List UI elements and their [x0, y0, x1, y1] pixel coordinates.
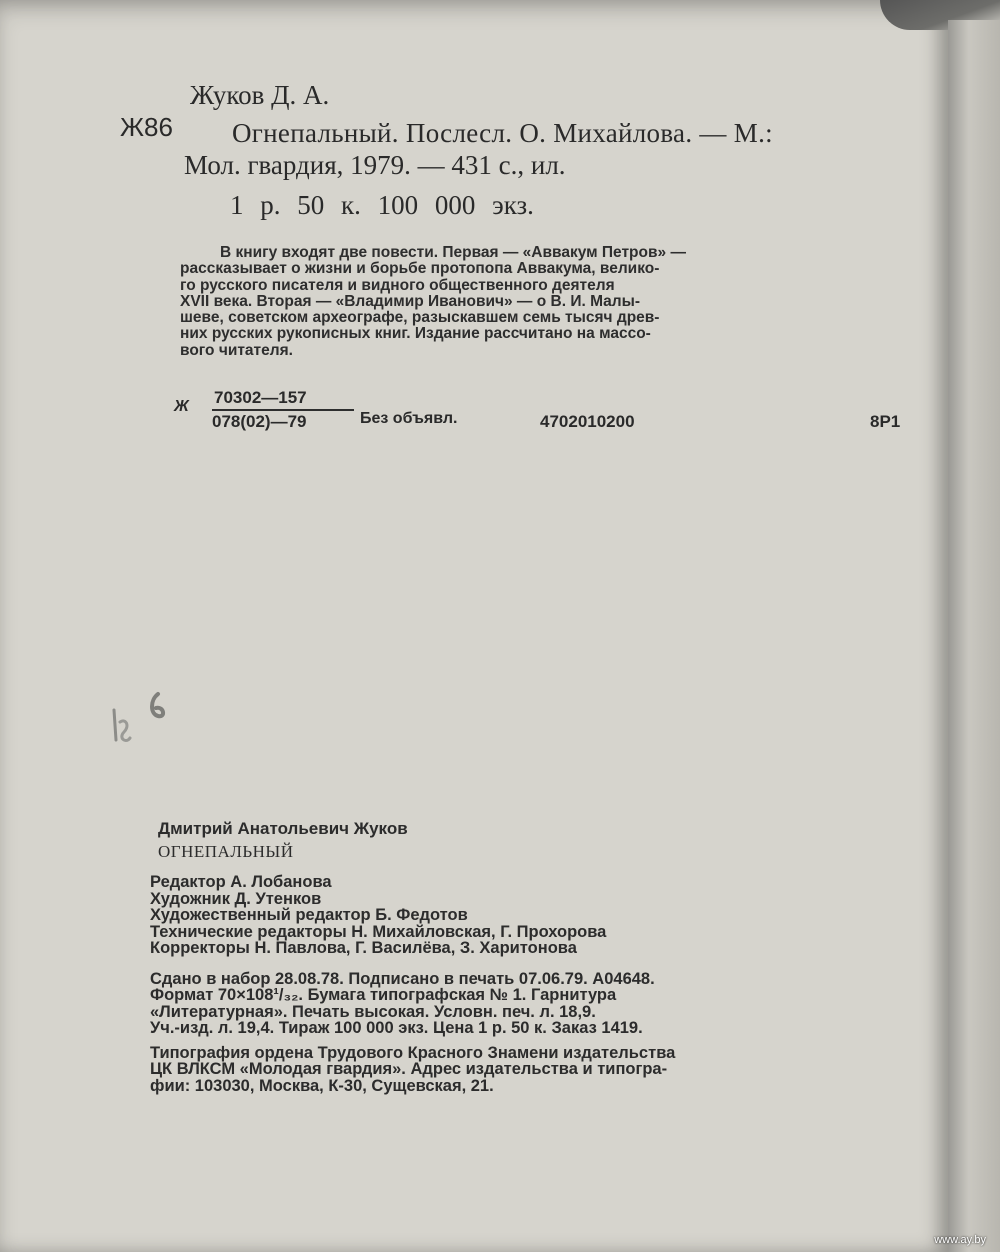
staff-line: Художник Д. Утенков: [150, 889, 322, 908]
printing-house-line: фии: 103030, Москва, К-30, Сущевская, 21.: [150, 1076, 494, 1095]
staff-line: Редактор А. Лобанова: [150, 873, 332, 891]
annotation-line: го русского писателя и видного общественного деятеля: [180, 276, 615, 294]
catalog-code: Ж86: [120, 112, 173, 142]
udk-code: 8Р1: [870, 412, 901, 431]
author-full-name: Дмитрий Анатольевич Жуков: [158, 819, 408, 838]
classification-denominator: 078(02)—79: [212, 412, 307, 431]
classification-numerator: 70302—157: [214, 388, 307, 407]
author-name: Жуков Д. А.: [190, 80, 330, 110]
annotation-line: них русских рукописных книг. Издание рассчитано на массо-: [180, 325, 651, 343]
printing-house: [150, 1045, 900, 1095]
printing-house-line: Типография ордена Трудового Красного Знамени издательства: [150, 1043, 676, 1062]
annotation-line: шеве, советском археографе, разыскавшем семь тысяч древ-: [180, 309, 660, 327]
staff-line: Корректоры Н. Павлова, Г. Василёва, З. Харитонова: [150, 939, 577, 957]
adjacent-page-edge: [948, 20, 1000, 1252]
annotation: [180, 245, 910, 359]
no-ads-note: Без объявл.: [360, 410, 458, 427]
imprint-block: [150, 820, 900, 1094]
bibliographic-line-2: Мол. гвардия, 1979. — 431 с., ил.: [184, 150, 566, 180]
production-line: Уч.-изд. л. 19,4. Тираж 100 000 экз. Цена 1 р. 50 к. Заказ 1419.: [150, 1019, 643, 1037]
staff-list: [150, 874, 900, 957]
fraction-line: [212, 409, 354, 411]
price-and-print-run: 1 р. 50 к. 100 000 экз.: [230, 190, 534, 220]
annotation-line: рассказывает о жизни и борьбе протопопа Аввакума, велико-: [180, 260, 660, 278]
production-details: [150, 971, 900, 1037]
bibliographic-line-1: Огнепальный. Послесл. О. Михайлова. — М.:: [232, 118, 773, 148]
production-line: «Литературная». Печать высокая. Условн. печ. л. 18,9.: [150, 1002, 596, 1021]
classification-code: 4702010200: [540, 412, 635, 431]
watermark: www.ay.by: [934, 1234, 986, 1246]
staff-line: Технические редакторы Н. Михайловская, Г. Прохорова: [150, 922, 607, 941]
book-title: ОГНЕПАЛЬНЫЙ: [158, 842, 294, 861]
production-line: Сдано в набор 28.08.78. Подписано в печать 07.06.79. А04648.: [150, 969, 655, 988]
annotation-line: вого читателя.: [180, 341, 293, 359]
printing-house-line: ЦК ВЛКСМ «Молодая гвардия». Адрес издательства и типогра-: [150, 1060, 668, 1078]
annotation-line: В книгу входят две повести. Первая — «Аввакум Петров» —: [220, 244, 686, 261]
annotation-line: XVII века. Вторая — «Владимир Иванович» — о В. И. Малы-: [180, 292, 641, 310]
pencil-mark: [100, 688, 180, 758]
staff-line: Художественный редактор Б. Федотов: [150, 906, 468, 924]
classification-letter: Ж: [174, 398, 189, 415]
production-line: Формат 70×108¹/₃₂. Бумага типографская № 1. Гарнитура: [150, 986, 617, 1004]
